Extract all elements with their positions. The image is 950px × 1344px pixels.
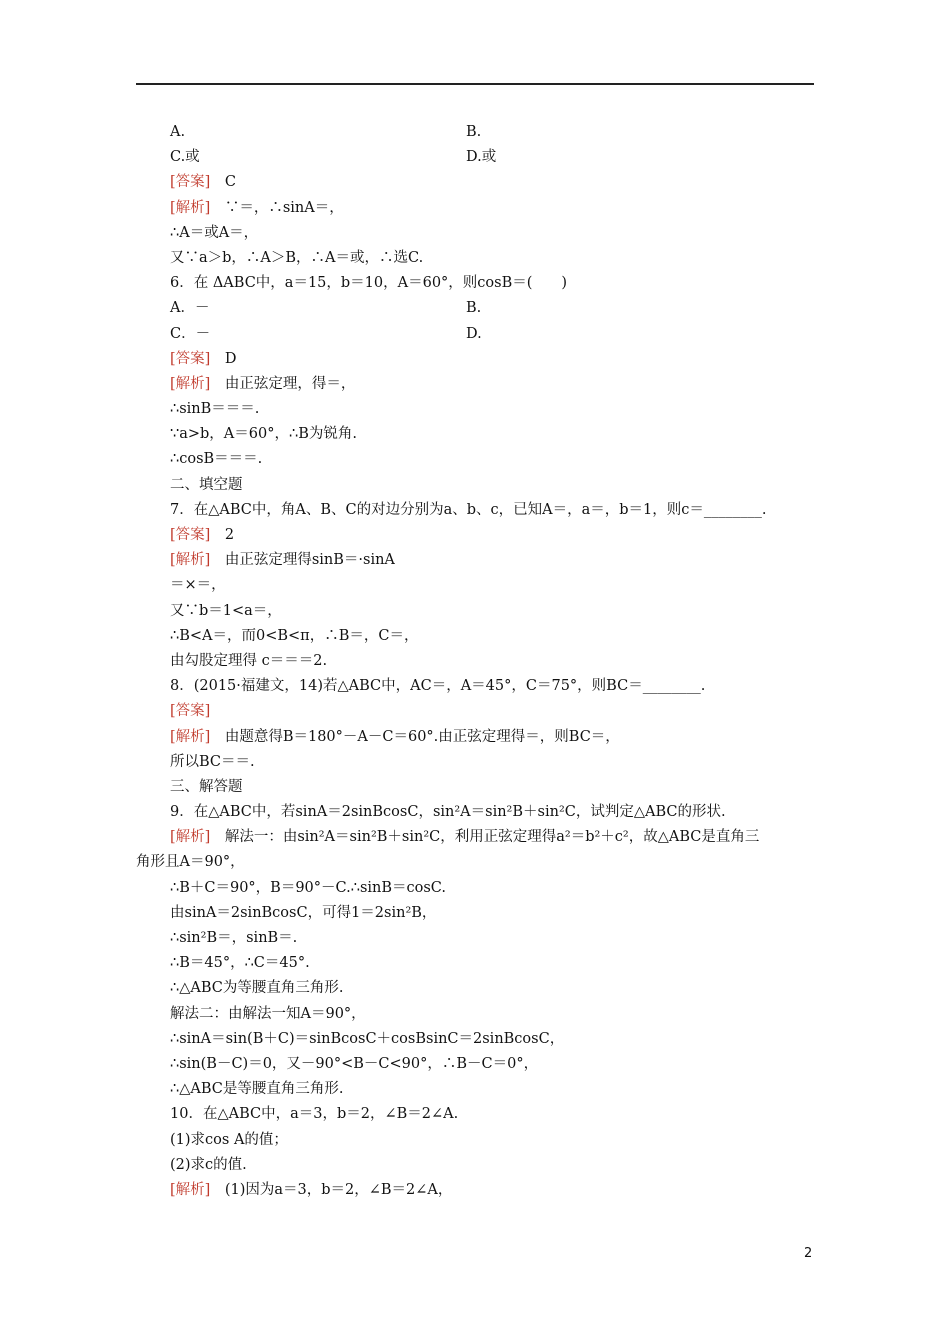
line-text: 二、填空题 <box>170 476 243 493</box>
line-text: 由正弦定理得sinB＝·sinA <box>210 552 395 569</box>
line-text: C <box>210 174 236 191</box>
page-number: 2 <box>804 1246 813 1261</box>
header-rule <box>136 83 814 85</box>
text-line <box>170 397 820 422</box>
text-line <box>170 120 820 145</box>
line-text: ∴sinA＝sin(B＋C)＝sinBcosC＋cosBsinC＝2sinBcosC， <box>170 1030 565 1047</box>
text-line <box>170 1052 820 1077</box>
text-line <box>170 473 820 498</box>
answer-tag: [答案] <box>170 174 211 191</box>
text-line <box>170 926 820 951</box>
text-line <box>170 296 820 321</box>
line-text: (1)因为a＝3，b＝2，∠B＝2∠A， <box>210 1181 453 1198</box>
text-line <box>170 548 820 573</box>
line-text: 又∵a＞b，∴A＞B，∴A＝或，∴选C. <box>170 249 424 266</box>
line-text: 解法一：由sin²A＝sin²B＋sin²C，利用正弦定理得a²＝b²＋c²，故△ABC是直角三 <box>210 829 760 846</box>
text-line <box>170 422 820 447</box>
line-text: ∴sinB＝＝＝. <box>170 401 260 418</box>
option-left: C.或 <box>170 149 200 166</box>
text-line <box>170 145 820 170</box>
analysis-tag: [解析] <box>170 199 211 216</box>
text-line <box>170 246 820 271</box>
text-line <box>170 196 820 221</box>
text-line <box>170 1077 820 1102</box>
line-text: ∴B＝45°，∴C＝45°. <box>170 955 310 972</box>
text-line <box>170 901 820 926</box>
option-right: D. <box>466 325 482 342</box>
line-text: 角形且A＝90°， <box>136 854 245 871</box>
text-line <box>170 1153 820 1178</box>
text-line <box>170 1102 820 1127</box>
text-line <box>170 271 820 296</box>
option-left: A. <box>170 124 186 140</box>
text-line <box>170 1128 820 1153</box>
option-right: B. <box>466 300 482 317</box>
text-line <box>170 523 820 548</box>
line-text: 由正弦定理，得＝， <box>210 375 356 392</box>
answer-tag: [答案] <box>170 703 211 720</box>
text-line <box>170 322 820 347</box>
answer-tag: [答案] <box>170 527 211 543</box>
line-text: ∴cosB＝＝＝. <box>170 451 263 468</box>
line-text: 解法二：由解法一知A＝90°， <box>170 1005 366 1022</box>
analysis-tag: [解析] <box>170 829 211 846</box>
text-line <box>170 599 820 624</box>
option-left: C．－ <box>170 325 211 342</box>
text-line <box>170 876 820 901</box>
line-text: ∴△ABC为等腰直角三角形. <box>170 980 344 997</box>
text-line <box>170 800 820 825</box>
text-line <box>170 498 820 523</box>
text-line <box>170 775 820 800</box>
line-text: 8．(2015·福建文，14)若△ABC中，AC＝，A＝45°，C＝75°，则BC＝________. <box>170 678 706 695</box>
document-body <box>136 120 820 1203</box>
analysis-tag: [解析] <box>170 728 211 745</box>
line-text: ∵＝，∴sinA＝， <box>210 199 344 216</box>
line-text: (1)求cos A的值； <box>170 1131 288 1148</box>
text-line <box>136 850 820 875</box>
line-text: 由勾股定理得 c＝＝＝2. <box>170 652 328 669</box>
text-line <box>170 825 820 850</box>
text-line <box>170 750 820 775</box>
line-text: 三、解答题 <box>170 778 243 795</box>
line-text: 7．在△ABC中，角A、B、C的对边分别为a、b、c，已知A＝，a＝，b＝1，则c＝________. <box>170 501 767 518</box>
analysis-tag: [解析] <box>170 375 211 392</box>
text-line <box>170 951 820 976</box>
line-text: 由题意得B＝180°－A－C＝60°.由正弦定理得＝，则BC＝， <box>210 728 620 745</box>
line-text: 10．在△ABC中，a＝3，b＝2，∠B＝2∠A. <box>170 1106 459 1123</box>
text-line <box>170 1178 820 1203</box>
text-line <box>170 976 820 1001</box>
line-text: ∴A＝或A＝， <box>170 224 259 241</box>
line-text: 2 <box>210 527 235 543</box>
analysis-tag: [解析] <box>170 552 211 569</box>
text-line <box>170 1002 820 1027</box>
text-line <box>170 347 820 372</box>
option-right: B. <box>466 124 482 140</box>
line-text: ∴sin(B－C)＝0，又－90°<B－C<90°，∴B－C＝0°， <box>170 1055 539 1072</box>
line-text: (2)求c的值. <box>170 1156 247 1173</box>
line-text: ∴△ABC是等腰直角三角形. <box>170 1081 344 1098</box>
text-line <box>170 725 820 750</box>
line-text: ∵a>b，A＝60°，∴B为锐角. <box>170 426 357 443</box>
line-text: ∴sin²B＝，sinB＝. <box>170 930 298 946</box>
line-text: ∴B＋C＝90°，B＝90°－C.∴sinB＝cosC. <box>170 879 446 896</box>
line-text: D <box>210 350 237 367</box>
text-line <box>170 170 820 195</box>
line-text: ∴B<A＝，而0<B<π，∴B＝，C＝， <box>170 627 419 644</box>
line-text: 6．在 ΔABC中，a＝15，b＝10，A＝60°，则cosB＝( ) <box>170 275 568 292</box>
analysis-tag: [解析] <box>170 1181 211 1198</box>
option-right: D.或 <box>466 149 497 166</box>
line-text: ＝×＝， <box>170 577 226 594</box>
text-line <box>170 573 820 598</box>
text-line <box>170 447 820 472</box>
text-line <box>170 699 820 724</box>
text-line <box>170 372 820 397</box>
option-left: A．－ <box>170 300 210 317</box>
text-line <box>170 674 820 699</box>
line-text: 9．在△ABC中，若sinA＝2sinBcosC，sin²A＝sin²B＋sin²C，试判定△ABC的形状. <box>170 804 726 821</box>
line-text: 由sinA＝2sinBcosC，可得1＝2sin²B， <box>170 904 437 921</box>
text-line <box>170 1027 820 1052</box>
answer-tag: [答案] <box>170 350 211 367</box>
text-line <box>170 624 820 649</box>
text-line <box>170 649 820 674</box>
text-line <box>170 221 820 246</box>
line-text: 又∵b＝1<a＝， <box>170 602 282 619</box>
line-text: 所以BC＝＝. <box>170 753 255 770</box>
